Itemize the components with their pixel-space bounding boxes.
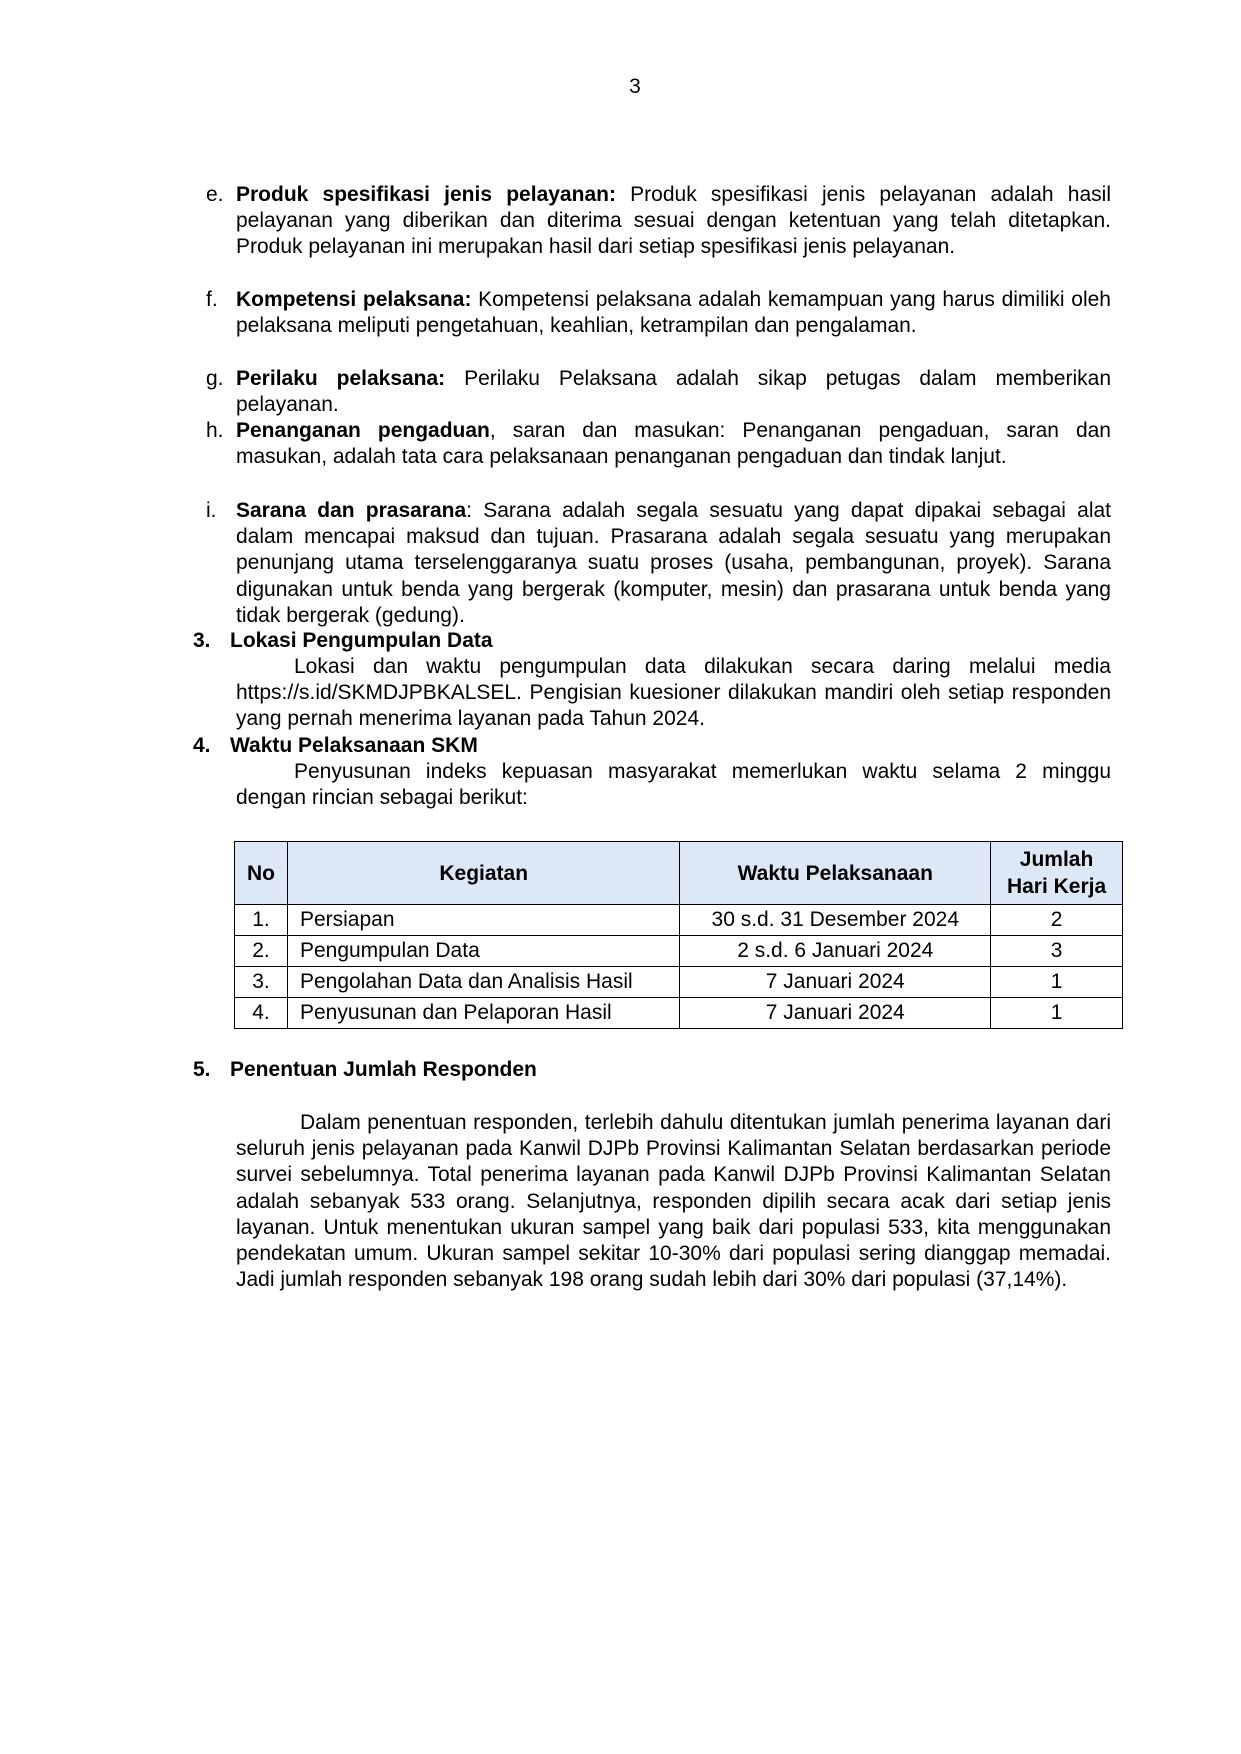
- cell-days: 3: [991, 936, 1123, 967]
- header-days-line1: Jumlah: [1019, 848, 1094, 871]
- cell-no: 1.: [235, 905, 288, 936]
- header-days-line2: Hari Kerja: [1006, 875, 1107, 898]
- table-row: [235, 967, 1123, 998]
- section-number: 5.: [193, 1058, 211, 1081]
- section-title: Penentuan Jumlah Responden: [230, 1058, 537, 1081]
- cell-activity: Penyusunan dan Pelaporan Hasil: [287, 998, 680, 1029]
- cell-activity: Pengumpulan Data: [287, 936, 680, 967]
- cell-no: 3.: [235, 967, 288, 998]
- section-5-heading: [193, 1057, 537, 1083]
- list-letter: g.: [206, 367, 224, 390]
- section-3-paragraph: [236, 654, 1111, 733]
- schedule-table: [234, 841, 1123, 1029]
- cell-no: 4.: [235, 998, 288, 1029]
- list-description: : Sarana adalah segala sesuatu yang dapat dipakai sebagai alat dalam mencapai maksud dan tujuan. Prasarana adalah segala sesuatu yang merupakan penunjang utama terselenggaranya suatu proses (usaha, pembangunan, proyek). Sarana digunakan untuk benda yang bergerak (komputer, mesin) dan prasarana untuk benda yang tidak bergerak (gedung).: [236, 499, 1111, 627]
- cell-activity: Persiapan: [287, 905, 680, 936]
- list-item-g: [206, 366, 1111, 418]
- section-3-heading: [193, 628, 493, 654]
- list-term: Produk spesifikasi jenis pelayanan:: [236, 183, 616, 206]
- list-description: Kompetensi pelaksana adalah kemampuan yang harus dimiliki oleh pelaksana meliputi pengetahuan, keahlian, ketrampilan dan pengalaman.: [236, 288, 1111, 338]
- list-letter: f.: [206, 288, 218, 311]
- section-number: 3.: [193, 629, 211, 652]
- cell-time: 7 Januari 2024: [680, 967, 991, 998]
- section-5-paragraph: [236, 1110, 1111, 1293]
- cell-time: 2 s.d. 6 Januari 2024: [680, 936, 991, 967]
- section-4-paragraph: [236, 759, 1111, 811]
- paragraph-text: Penyusunan indeks kepuasan masyarakat memerlukan waktu selama 2 minggu dengan rincian sebagai berikut:: [236, 760, 1111, 810]
- list-description: Produk spesifikasi jenis pelayanan adalah hasil pelayanan yang diberikan dan diterima sesuai dengan ketentuan yang telah ditetapkan. Produk pelayanan ini merupakan hasil dari setiap spesifikasi jenis pelayanan.: [236, 183, 1111, 259]
- list-item-e: [206, 182, 1111, 261]
- cell-time: 30 s.d. 31 Desember 2024: [680, 905, 991, 936]
- table-row: [235, 936, 1123, 967]
- list-description: , saran dan masukan: Penanganan pengaduan, saran dan masukan, adalah tata cara pelaksanaan penanganan pengaduan dan tindak lanjut.: [236, 419, 1111, 469]
- header-no: No: [235, 842, 288, 905]
- list-item-f: [206, 287, 1111, 339]
- cell-days: 1: [991, 998, 1123, 1029]
- list-item-h: [206, 418, 1111, 470]
- cell-days: 1: [991, 967, 1123, 998]
- paragraph-text: Lokasi dan waktu pengumpulan data dilakukan secara daring melalui media https://s.id/SKMDJPBKALSEL. Pengisian kuesioner dilakukan mandiri oleh setiap responden yang pernah menerima layanan pada Tahun 2024.: [236, 655, 1111, 731]
- cell-days: 2: [991, 905, 1123, 936]
- list-letter: i.: [206, 499, 217, 522]
- section-4-heading: [193, 733, 478, 759]
- table-row: [235, 998, 1123, 1029]
- table-row: [235, 905, 1123, 936]
- cell-no: 2.: [235, 936, 288, 967]
- list-description: Perilaku Pelaksana adalah sikap petugas dalam memberikan pelayanan.: [236, 367, 1111, 417]
- list-letter: e.: [206, 183, 224, 206]
- page-number: 3: [629, 75, 641, 98]
- section-title: Lokasi Pengumpulan Data: [230, 629, 493, 652]
- list-item-i: [206, 498, 1111, 629]
- table-header-row: [235, 842, 1123, 905]
- cell-activity: Pengolahan Data dan Analisis Hasil: [287, 967, 680, 998]
- list-term: Penanganan pengaduan: [236, 419, 490, 442]
- list-term: Kompetensi pelaksana:: [236, 288, 472, 311]
- paragraph-text: Dalam penentuan responden, terlebih dahulu ditentukan jumlah penerima layanan dari seluruh jenis pelayanan pada Kanwil DJPb Provinsi Kalimantan Selatan berdasarkan periode survei sebelumnya. Total penerima layanan pada Kanwil DJPb Provinsi Kalimantan Selatan adalah sebanyak 533 orang. Selanjutnya, responden dipilih secara acak dari setiap jenis layanan. Untuk menentukan ukuran sampel yang baik dari populasi 533, kita menggunakan pendekatan umum. Ukuran sampel sekitar 10-30% dari populasi sering dianggap memadai. Jadi jumlah responden sebanyak 198 orang sudah lebih dari 30% dari populasi (37,14%).: [236, 1111, 1111, 1292]
- list-letter: h.: [206, 419, 224, 442]
- cell-time: 7 Januari 2024: [680, 998, 991, 1029]
- header-time: Waktu Pelaksanaan: [680, 842, 991, 905]
- list-term: Perilaku pelaksana:: [236, 367, 446, 390]
- list-term: Sarana dan prasarana: [236, 499, 467, 522]
- section-number: 4.: [193, 734, 211, 757]
- header-days: [991, 842, 1123, 905]
- section-title: Waktu Pelaksanaan SKM: [230, 734, 478, 757]
- header-activity: Kegiatan: [287, 842, 680, 905]
